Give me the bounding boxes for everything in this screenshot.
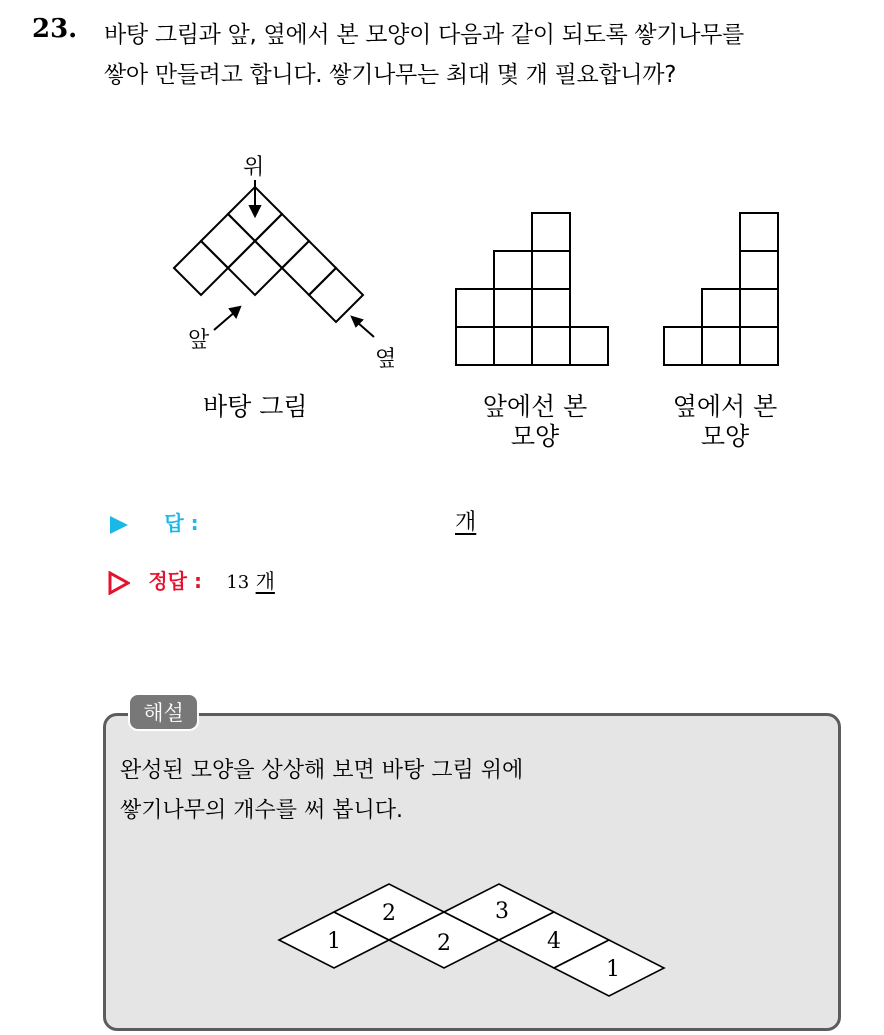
label-front: 앞 xyxy=(188,328,210,353)
caption-side-line-2: 모양 xyxy=(700,422,750,451)
question-text-line-1: 바탕 그림과 앞, 옆에서 본 모양이 다음과 같이 되도록 쌓기나무를 xyxy=(104,22,744,48)
solution-text-line-2: 쌓기나무의 개수를 써 봅니다. xyxy=(120,798,403,823)
caption-base-drawing: 바탕 그림 xyxy=(203,392,308,421)
label-side: 옆 xyxy=(375,347,397,372)
solution-count: 4 xyxy=(547,929,561,954)
correct-answer-unit: 개 xyxy=(255,569,275,593)
caption-front-line-1: 앞에선 본 xyxy=(482,392,588,421)
label-top: 위 xyxy=(243,155,265,180)
caption-front-line-2: 모양 xyxy=(510,422,560,451)
answer-unit: 개 xyxy=(455,510,477,535)
solution-count: 1 xyxy=(606,957,620,982)
solution-text-line-1: 완성된 모양을 상상해 보면 바탕 그림 위에 xyxy=(120,758,524,783)
solution-count: 2 xyxy=(437,931,451,956)
solution-count: 3 xyxy=(495,899,509,924)
question-number: 23. xyxy=(32,14,78,44)
correct-answer-value: 13 xyxy=(226,572,250,593)
solution-count: 2 xyxy=(382,901,396,926)
correct-answer-label: 정답 : xyxy=(148,569,202,593)
caption-side-line-1: 옆에서 본 xyxy=(672,392,778,421)
question-text-line-2: 쌓아 만들려고 합니다. 쌓기나무는 최대 몇 개 필요합니까? xyxy=(104,62,677,88)
solution-count: 1 xyxy=(327,929,341,954)
solution-tag: 해설 xyxy=(128,693,199,731)
answer-label: 답 : xyxy=(164,511,199,535)
